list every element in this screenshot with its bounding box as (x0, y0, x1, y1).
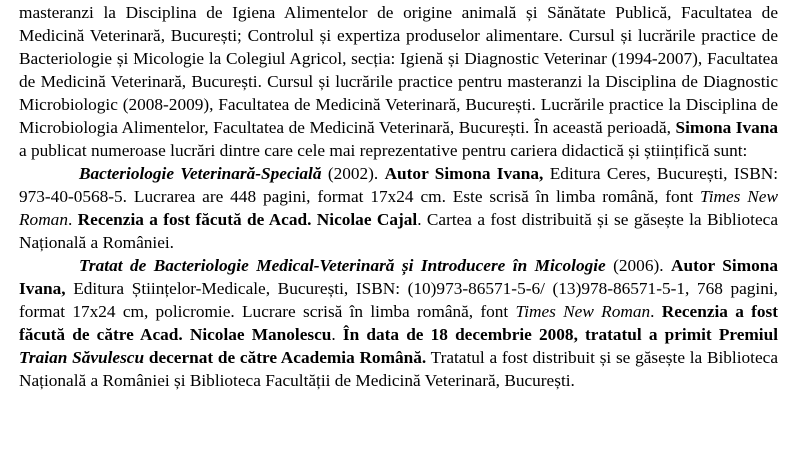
award-text: decernat de către Academia Română. (144, 348, 427, 367)
review-note: Recenzia a fost făcută de Acad. Nicolae Cajal (77, 210, 418, 229)
paragraph-text: . (67, 210, 78, 229)
font-name: Times New Roman (19, 187, 779, 229)
paragraph-text: (2006). (605, 256, 671, 275)
paragraph-teaching-activity (19, 1, 778, 162)
review-note: Recenzia a fost făcută de către Acad. Nicolae Manolescu (19, 302, 779, 344)
paragraph-text: Editura Științelor-Medicale, București, ISBN: (10)973-86571-5-6/ (13)978-86571-5-1, 768 pagini, format 17x24 cm, policromie. Lucrare scrisă în limba română, font (19, 279, 778, 321)
book-title: Tratat de Bacteriologie Medical-Veterinară și Introducere în Micologie (79, 256, 606, 275)
author-label: Autor Simona Ivana, (19, 256, 778, 298)
paragraph-text: . (331, 325, 343, 344)
award-text: În data de 18 decembrie 2008, tratatul a primit Premiul (342, 325, 779, 344)
paragraph-book-tratat (19, 254, 778, 392)
paragraph-text: Editura Ceres, București, ISBN: 973-40-0568-5. Lucrarea are 448 pagini, format 17x24 cm. Este scrisă în limba română, font (19, 164, 778, 206)
author-name: Simona Ivana (675, 118, 778, 137)
book-title: Bacteriologie Veterinară-Specială (79, 164, 322, 183)
paragraph-text: . (650, 302, 662, 321)
award-name: Traian Săvulescu (19, 348, 145, 367)
paragraph-text: . Cartea a fost distribuită și se găsește la Biblioteca Națională a României. (19, 210, 778, 252)
author-label: Autor Simona Ivana, (384, 164, 544, 183)
paragraph-book-bacteriologie (19, 162, 778, 254)
paragraph-text: masteranzi la Disciplina de Igiena Alimentelor de origine animală și Sănătate Publică, Facultatea de Medicină Veterinară, București; Controlul și expertiza produselor alimentare. Cursul și lucrările practice de Bacteriologie și Micologie la Colegiul Agricol, secția: Igienă și Diagnostic Veterinar (1994-2007), Facultatea de Medicină Veterinară, București. Cursul și lucrările practice pentru masteranzi la Disciplina de Diagnostic Microbiologic (2008-2009), Facultatea de Medicină Veterinară, București. Lucrările practice la Disciplina de Microbiologia Alimentelor, Facultatea de Medicină Veterinară, București. În această perioadă, (19, 3, 778, 137)
paragraph-text: a publicat numeroase lucrări dintre care cele mai reprezentative pentru cariera didactică și științifică sunt: (19, 141, 748, 160)
paragraph-text: (2002). (321, 164, 385, 183)
paragraph-text: Tratatul a fost distribuit și se găsește la Biblioteca Națională a României și Biblioteca Facultății de Medicină Veterinară, București. (19, 348, 778, 390)
font-name: Times New Roman (515, 302, 651, 321)
